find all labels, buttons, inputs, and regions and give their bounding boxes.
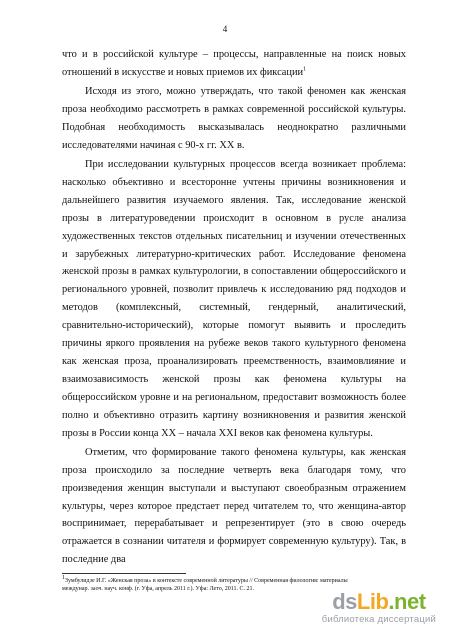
- paragraph-1-text: что и в российской культуре – процессы, направленные на поиск новых отношений в искусстве и новых приемов их фиксации: [62, 49, 406, 78]
- paragraph-3: При исследовании культурных процессов всегда возникает проблема: насколько объективно и всесторонне учтены причины возникновения и дальнейшего развития изучаемого явления. Так, исследование женской прозы в литературоведении происходит в основном в русле анализа художественных текстов отдельных писательниц и изучении отечественных и зарубежных литературно-критических работ. Исследование феномена женской прозы в рамках культурологии, в сопоставлении общероссийского и регионального уровней, позволит привлечь к исследованию ряд подходов и методов (комплексный, системный, гендерный, аналитический, сравнительно-исторический), которые помогут выявить и проследить причины яркого проявления на рубеже веков такого культурного феномена как женская проза, проанализировать преемственность, взаимовлияние и взаимозависимость женской прозы как феномена культуры на общероссийском уровне и на региональном, предоставит возможность более полно и объективно отразить картину возникновения и развития женской прозы в России конца XX – начала XXI веков как феномена культуры.: [62, 159, 406, 439]
- watermark-subtitle: библиотека диссертаций: [321, 613, 436, 625]
- paragraph-2: Исходя из этого, можно утверждать, что такой феномен как женская проза необходимо рассмотреть в рамках современной российской культуры. Подобная необходимость высказывалась неоднократно различными исследователями начиная с 90-х гг. XX в.: [62, 86, 406, 151]
- paragraph-4: Отметим, что формирование такого феномена культуры, как женская проза происходило за последние четверть века благодаря тому, что произведения женщин выступали и выступают своеобразным отражением культуры, через которое предстает перед читателем то, что женщина-автор воспринимает, перерабатывает и репрезентирует (это в свою очередь отражается в сознании читателя и формирует современную культуру). Так, в последние два: [62, 446, 406, 566]
- footnote-text: Зумбулидзе И.Г. «Женская проза» в контексте современной литературы // Современная филология: материалы междунар. заоч. науч. конф. (г. Уфа, апрель 2011 г.). Уфа: Лето, 2011. С. 21.: [62, 578, 348, 593]
- dslib-logo: [322, 588, 436, 614]
- logo-part-ds: ds: [332, 588, 357, 614]
- footnote-separator: [62, 573, 186, 574]
- footnote-marker: 1: [62, 575, 65, 581]
- logo-part-lib: Lib: [356, 588, 389, 614]
- page-number: 4: [222, 24, 228, 34]
- footnote-reference[interactable]: 1: [303, 66, 307, 73]
- dslib-watermark: [321, 588, 436, 625]
- footnote: [62, 577, 362, 593]
- body-text: [62, 46, 406, 570]
- paragraph-1: [62, 46, 406, 82]
- logo-part-net: .net: [388, 588, 426, 614]
